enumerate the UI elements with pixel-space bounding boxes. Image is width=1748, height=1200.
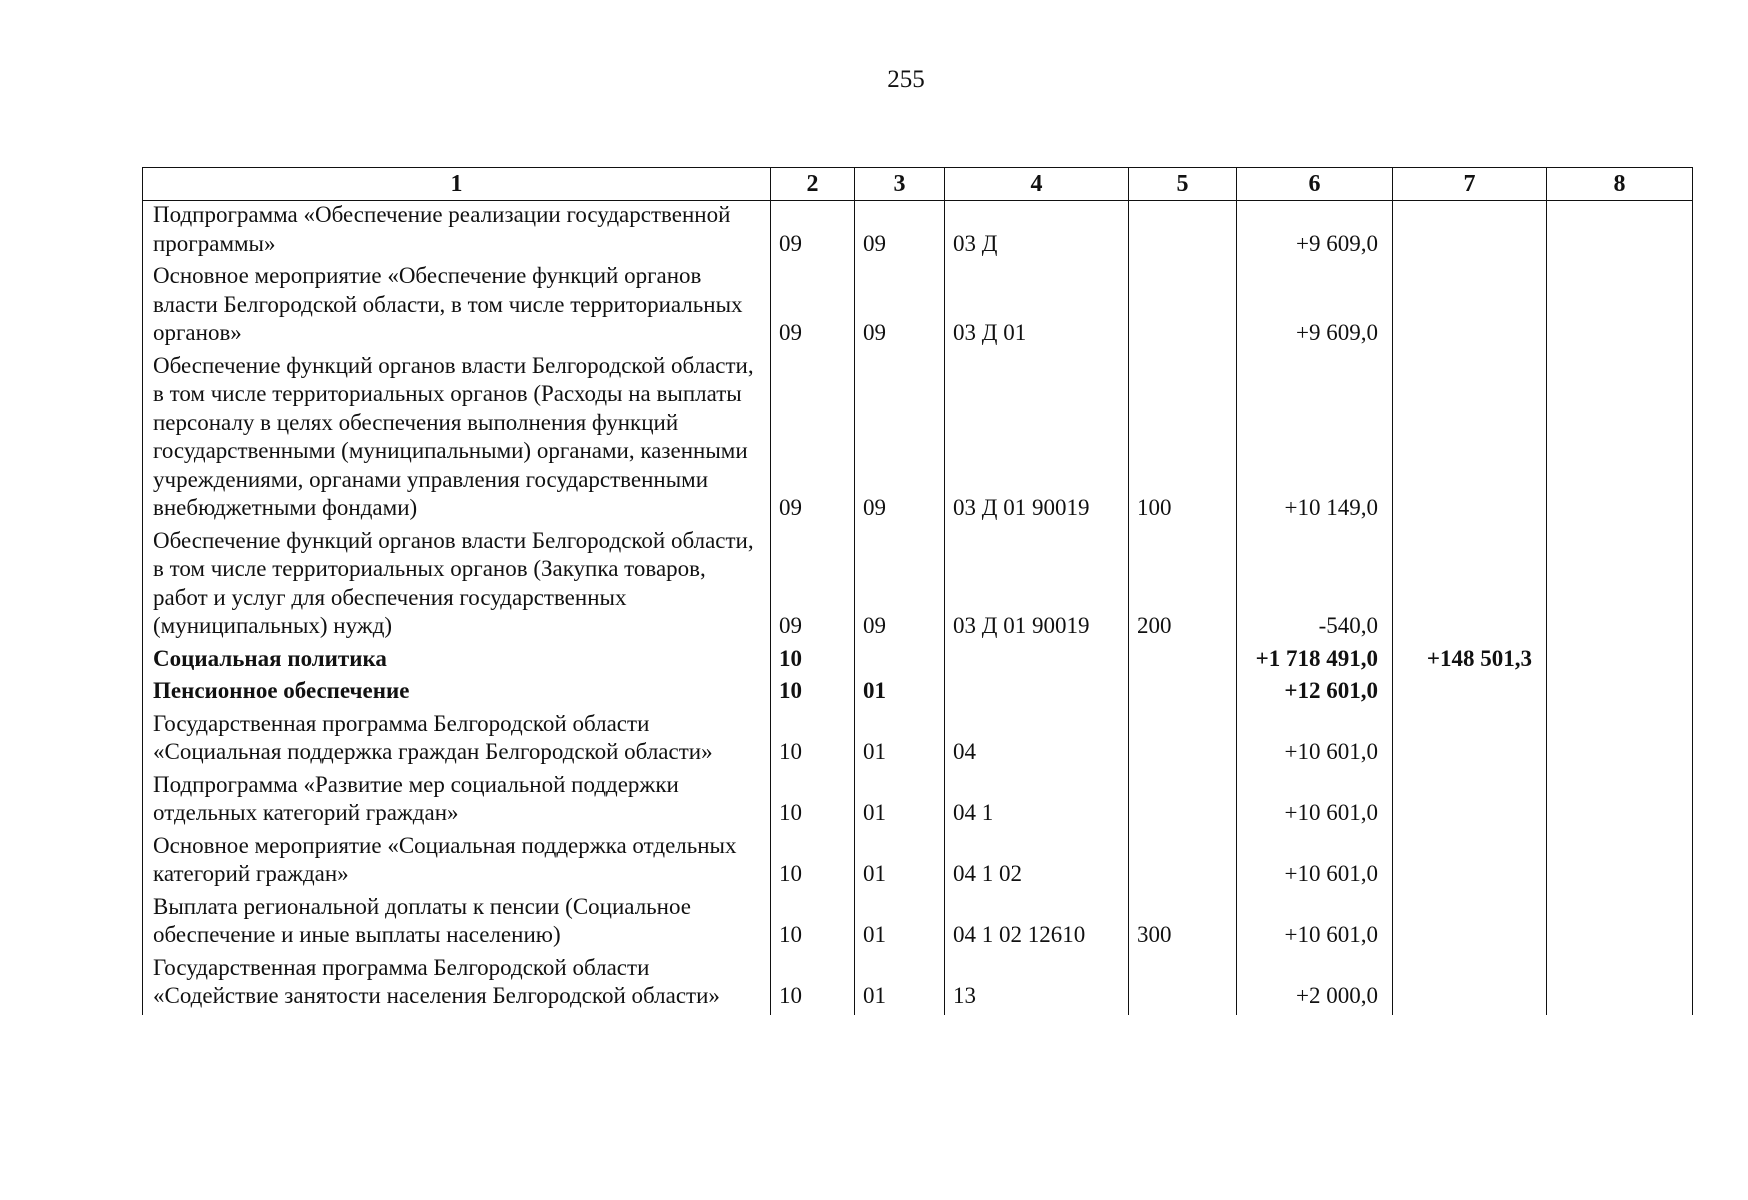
row-section: 09 <box>771 201 855 263</box>
table-row <box>143 645 1693 678</box>
row-subsection: 01 <box>855 710 945 771</box>
row-name: Пенсионное обеспечение <box>143 677 771 710</box>
row-amount-col7 <box>1393 262 1547 352</box>
row-amount-col7 <box>1393 352 1547 527</box>
row-amount-col6: +10 149,0 <box>1237 352 1393 527</box>
row-section: 10 <box>771 832 855 893</box>
row-expense-type <box>1129 645 1237 678</box>
row-expense-type: 300 <box>1129 893 1237 954</box>
row-subsection: 01 <box>855 832 945 893</box>
row-subsection: 09 <box>855 527 945 645</box>
row-name: Социальная политика <box>143 645 771 678</box>
table-row <box>143 201 1693 263</box>
row-target-article: 04 <box>945 710 1129 771</box>
row-expense-type <box>1129 832 1237 893</box>
row-section: 10 <box>771 677 855 710</box>
table-row <box>143 262 1693 352</box>
row-subsection: 09 <box>855 201 945 263</box>
row-section: 09 <box>771 262 855 352</box>
row-amount-col7 <box>1393 710 1547 771</box>
row-expense-type <box>1129 677 1237 710</box>
row-amount-col8 <box>1547 710 1693 771</box>
row-amount-col6: +9 609,0 <box>1237 262 1393 352</box>
row-subsection: 01 <box>855 771 945 832</box>
row-amount-col7 <box>1393 954 1547 1015</box>
row-name: Обеспечение функций органов власти Белгородской области, в том числе территориальных органов (Закупка товаров, работ и услуг для обеспечения государственных (муниципальных) нужд) <box>143 527 771 645</box>
row-target-article: 04 1 02 12610 <box>945 893 1129 954</box>
header-col-6: 6 <box>1237 168 1393 201</box>
table-row <box>143 893 1693 954</box>
row-name: Обеспечение функций органов власти Белгородской области, в том числе территориальных органов (Расходы на выплаты персоналу в целях обеспечения выполнения функций государственными (муниципальными) органами, казенными учреждениями, органами управления государственными внебюджетными фондами) <box>143 352 771 527</box>
row-amount-col8 <box>1547 832 1693 893</box>
row-amount-col7 <box>1393 527 1547 645</box>
row-target-article: 13 <box>945 954 1129 1015</box>
row-amount-col7 <box>1393 893 1547 954</box>
row-target-article <box>945 677 1129 710</box>
table-row <box>143 677 1693 710</box>
row-section: 10 <box>771 645 855 678</box>
row-amount-col6: +10 601,0 <box>1237 710 1393 771</box>
header-col-2: 2 <box>771 168 855 201</box>
row-subsection: 09 <box>855 352 945 527</box>
row-target-article: 04 1 02 <box>945 832 1129 893</box>
header-col-4: 4 <box>945 168 1129 201</box>
page-number: 255 <box>887 66 925 93</box>
row-amount-col8 <box>1547 352 1693 527</box>
row-amount-col8 <box>1547 201 1693 263</box>
header-col-5: 5 <box>1129 168 1237 201</box>
row-name: Государственная программа Белгородской области «Содействие занятости населения Белгородской области» <box>143 954 771 1015</box>
row-target-article: 03 Д 01 90019 <box>945 352 1129 527</box>
row-amount-col8 <box>1547 677 1693 710</box>
row-amount-col8 <box>1547 527 1693 645</box>
row-amount-col7 <box>1393 832 1547 893</box>
row-amount-col7 <box>1393 677 1547 710</box>
table-row <box>143 954 1693 1015</box>
row-amount-col8 <box>1547 645 1693 678</box>
row-target-article: 03 Д <box>945 201 1129 263</box>
header-col-1: 1 <box>143 168 771 201</box>
row-section: 10 <box>771 893 855 954</box>
row-amount-col7 <box>1393 201 1547 263</box>
row-amount-col8 <box>1547 893 1693 954</box>
row-subsection: 09 <box>855 262 945 352</box>
row-target-article: 03 Д 01 <box>945 262 1129 352</box>
row-amount-col6: +9 609,0 <box>1237 201 1393 263</box>
row-amount-col7 <box>1393 771 1547 832</box>
budget-table <box>142 167 1693 1015</box>
row-target-article: 03 Д 01 90019 <box>945 527 1129 645</box>
row-amount-col6: +10 601,0 <box>1237 832 1393 893</box>
row-section: 09 <box>771 527 855 645</box>
row-amount-col6: +2 000,0 <box>1237 954 1393 1015</box>
row-expense-type <box>1129 262 1237 352</box>
row-amount-col8 <box>1547 771 1693 832</box>
header-col-8: 8 <box>1547 168 1693 201</box>
table-row <box>143 771 1693 832</box>
row-expense-type <box>1129 201 1237 263</box>
row-amount-col6: +10 601,0 <box>1237 771 1393 832</box>
table-row <box>143 710 1693 771</box>
row-section: 10 <box>771 710 855 771</box>
row-section: 09 <box>771 352 855 527</box>
table-row <box>143 352 1693 527</box>
row-amount-col6: -540,0 <box>1237 527 1393 645</box>
header-row <box>143 168 1693 201</box>
row-amount-col8 <box>1547 954 1693 1015</box>
row-expense-type <box>1129 954 1237 1015</box>
table-row <box>143 832 1693 893</box>
row-subsection: 01 <box>855 893 945 954</box>
row-amount-col6: +12 601,0 <box>1237 677 1393 710</box>
row-amount-col6: +10 601,0 <box>1237 893 1393 954</box>
row-subsection <box>855 645 945 678</box>
row-target-article <box>945 645 1129 678</box>
header-col-7: 7 <box>1393 168 1547 201</box>
row-section: 10 <box>771 771 855 832</box>
row-amount-col6: +1 718 491,0 <box>1237 645 1393 678</box>
row-name: Выплата региональной доплаты к пенсии (Социальное обеспечение и иные выплаты населению) <box>143 893 771 954</box>
row-name: Основное мероприятие «Социальная поддержка отдельных категорий граждан» <box>143 832 771 893</box>
table-body <box>143 201 1693 1015</box>
row-expense-type: 100 <box>1129 352 1237 527</box>
row-subsection: 01 <box>855 954 945 1015</box>
row-expense-type: 200 <box>1129 527 1237 645</box>
row-amount-col8 <box>1547 262 1693 352</box>
row-target-article: 04 1 <box>945 771 1129 832</box>
row-expense-type <box>1129 710 1237 771</box>
header-col-3: 3 <box>855 168 945 201</box>
row-expense-type <box>1129 771 1237 832</box>
row-section: 10 <box>771 954 855 1015</box>
row-subsection: 01 <box>855 677 945 710</box>
row-name: Основное мероприятие «Обеспечение функций органов власти Белгородской области, в том числе территориальных органов» <box>143 262 771 352</box>
row-name: Подпрограмма «Обеспечение реализации государственной программы» <box>143 201 771 263</box>
row-name: Подпрограмма «Развитие мер социальной поддержки отдельных категорий граждан» <box>143 771 771 832</box>
row-amount-col7: +148 501,3 <box>1393 645 1547 678</box>
row-name: Государственная программа Белгородской области «Социальная поддержка граждан Белгородской области» <box>143 710 771 771</box>
table-row <box>143 527 1693 645</box>
